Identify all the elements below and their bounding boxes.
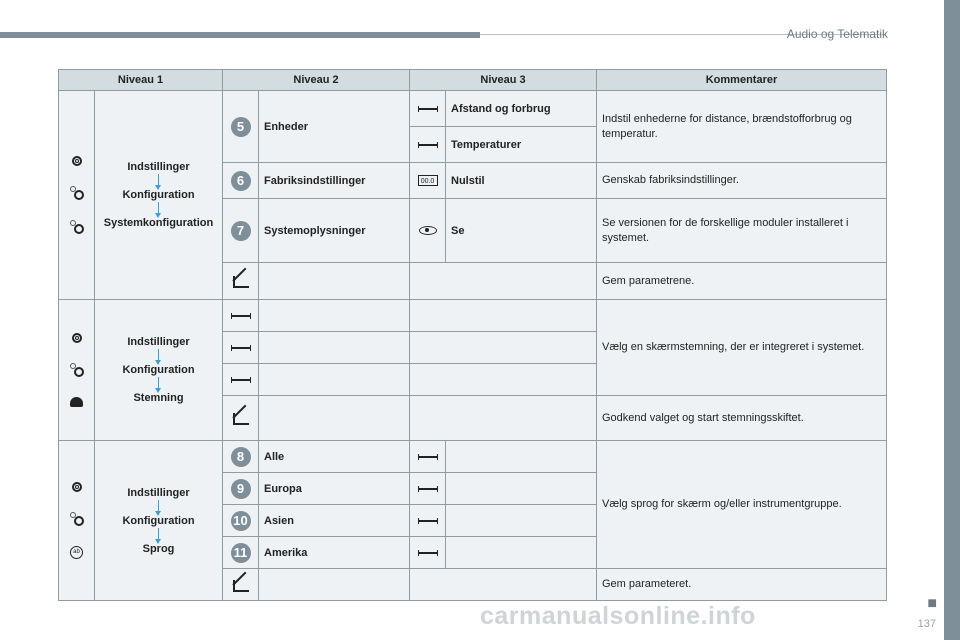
empty-cell [410, 569, 597, 601]
level2-icon-cell [223, 332, 259, 364]
step-number-badge: 11 [231, 543, 251, 563]
right-accent-bar [944, 0, 960, 640]
option-line-icon [418, 520, 438, 522]
back-icon-cell [223, 569, 259, 601]
arrow-down-icon [158, 202, 159, 214]
group1-icons [59, 91, 95, 300]
empty-cell [446, 441, 597, 473]
validate-arrow-icon [233, 411, 249, 425]
level2-units: Enheder [259, 91, 410, 163]
level2-icon-cell [223, 364, 259, 396]
comment-language-save: Gem parameteret. [597, 569, 887, 601]
level3-icon-cell [410, 127, 446, 163]
comment-ambience-confirm: Godkend valget og start stemningsskiftet. [597, 396, 887, 441]
path-level-settings: Indstillinger [127, 161, 190, 173]
path-level-configuration: Konfiguration [122, 514, 195, 527]
comment-system-info: Se versionen for de forskellige moduler installeret i systemet. [597, 199, 887, 263]
level3-icon-cell [410, 199, 446, 263]
empty-cell [446, 473, 597, 505]
level2-all: Alle [259, 441, 410, 473]
group1-path [95, 91, 223, 300]
level3-icon-cell [410, 91, 446, 127]
arrow-down-icon [158, 528, 159, 540]
empty-cell [259, 263, 410, 300]
level3-reset: Nulstil [446, 163, 597, 199]
group3-path [95, 441, 223, 601]
comment-save: Gem parametrene. [597, 263, 887, 300]
level3-icon-cell [410, 441, 446, 473]
path-level-settings: Indstillinger [127, 486, 190, 499]
step-number-badge: 6 [231, 171, 251, 191]
group3-icons [59, 441, 95, 601]
table-row [59, 91, 887, 127]
empty-cell [410, 263, 597, 300]
watermark: carmanualsonline.info [480, 602, 756, 630]
col-header-level2: Niveau 2 [223, 70, 410, 91]
back-icon-cell [223, 396, 259, 441]
comment-factory: Genskab fabriksindstillinger. [597, 163, 887, 199]
section-title: Audio og Telematik [786, 27, 888, 41]
eye-icon [419, 226, 437, 235]
option-line-icon [418, 108, 438, 110]
arrow-down-icon [158, 349, 159, 361]
option-line-icon [418, 144, 438, 146]
step-number-badge: 5 [231, 117, 251, 137]
settings-icon [72, 333, 82, 343]
col-header-level1: Niveau 1 [59, 70, 223, 91]
path-level-configuration: Konfiguration [122, 189, 195, 201]
option-line-icon [231, 315, 251, 317]
option-line-icon [418, 488, 438, 490]
step-badge-cell [223, 473, 259, 505]
comment-units: Indstil enhederne for distance, brændstofforbrug og temperatur. [597, 91, 887, 163]
table-row [59, 441, 887, 473]
table-row [59, 300, 887, 332]
option-line-icon [418, 552, 438, 554]
configuration-icon [70, 363, 84, 377]
step-badge-cell [223, 441, 259, 473]
arrow-down-icon [158, 377, 159, 389]
step-badge-cell [223, 163, 259, 199]
page-number: 137 [917, 618, 936, 630]
arrow-down-icon [158, 174, 159, 186]
language-icon: ab [70, 546, 83, 559]
level3-temperatures: Temperaturer [446, 127, 597, 163]
level2-icon-cell [223, 300, 259, 332]
empty-cell [259, 396, 410, 441]
arrow-down-icon [158, 500, 159, 512]
path-level-system-configuration: Systemkonfiguration [103, 217, 214, 229]
top-accent-bar [0, 32, 480, 38]
step-number-badge: 10 [231, 511, 251, 531]
option-line-icon [231, 379, 251, 381]
level3-icon-cell [410, 505, 446, 537]
empty-cell [259, 569, 410, 601]
level2-factory-settings: Fabriksindstillinger [259, 163, 410, 199]
settings-icon [72, 482, 82, 492]
level3-view: Se [446, 199, 597, 263]
step-number-badge: 7 [231, 221, 251, 241]
level2-system-info: Systemoplysninger [259, 199, 410, 263]
level2-europe: Europa [259, 473, 410, 505]
group2-icons [59, 300, 95, 441]
empty-cell [446, 505, 597, 537]
col-header-comments: Kommentarer [597, 70, 887, 91]
configuration-icon [70, 512, 84, 526]
empty-cell [410, 300, 597, 332]
empty-cell [259, 364, 410, 396]
step-badge-cell [223, 537, 259, 569]
settings-table [58, 69, 887, 601]
level3-icon-cell [410, 537, 446, 569]
validate-arrow-icon [233, 274, 249, 288]
col-header-level3: Niveau 3 [410, 70, 597, 91]
path-level-settings: Indstillinger [127, 336, 190, 348]
empty-cell [410, 364, 597, 396]
table-header-row [59, 70, 887, 91]
level2-asia: Asien [259, 505, 410, 537]
level2-america: Amerika [259, 537, 410, 569]
empty-cell [259, 300, 410, 332]
configuration-icon [70, 186, 84, 200]
option-line-icon [418, 456, 438, 458]
step-badge-cell [223, 505, 259, 537]
system-configuration-icon [70, 220, 84, 234]
path-level-ambience: Stemning [133, 392, 184, 404]
empty-cell [410, 332, 597, 364]
step-badge-cell [223, 199, 259, 263]
empty-cell [410, 396, 597, 441]
group2-path [95, 300, 223, 441]
back-icon-cell [223, 263, 259, 300]
empty-cell [446, 537, 597, 569]
step-number-badge: 8 [231, 447, 251, 467]
validate-arrow-icon [233, 578, 249, 592]
level3-distance: Afstand og forbrug [446, 91, 597, 127]
settings-icon [72, 156, 82, 166]
path-level-configuration: Konfiguration [122, 364, 195, 376]
comment-ambience: Vælg en skærmstemning, der er integreret i systemet. [597, 300, 887, 396]
ambience-icon [70, 397, 83, 407]
path-level-language: Sprog [142, 542, 175, 555]
empty-cell [259, 332, 410, 364]
reset-counter-icon: 00.0 [418, 175, 438, 186]
level3-icon-cell [410, 473, 446, 505]
comment-language: Vælg sprog for skærm og/eller instrumentgruppe. [597, 441, 887, 569]
step-badge-cell [223, 91, 259, 163]
option-line-icon [231, 347, 251, 349]
level3-icon-cell [410, 163, 446, 199]
step-number-badge: 9 [231, 479, 251, 499]
page-marker: ■ [927, 595, 937, 612]
